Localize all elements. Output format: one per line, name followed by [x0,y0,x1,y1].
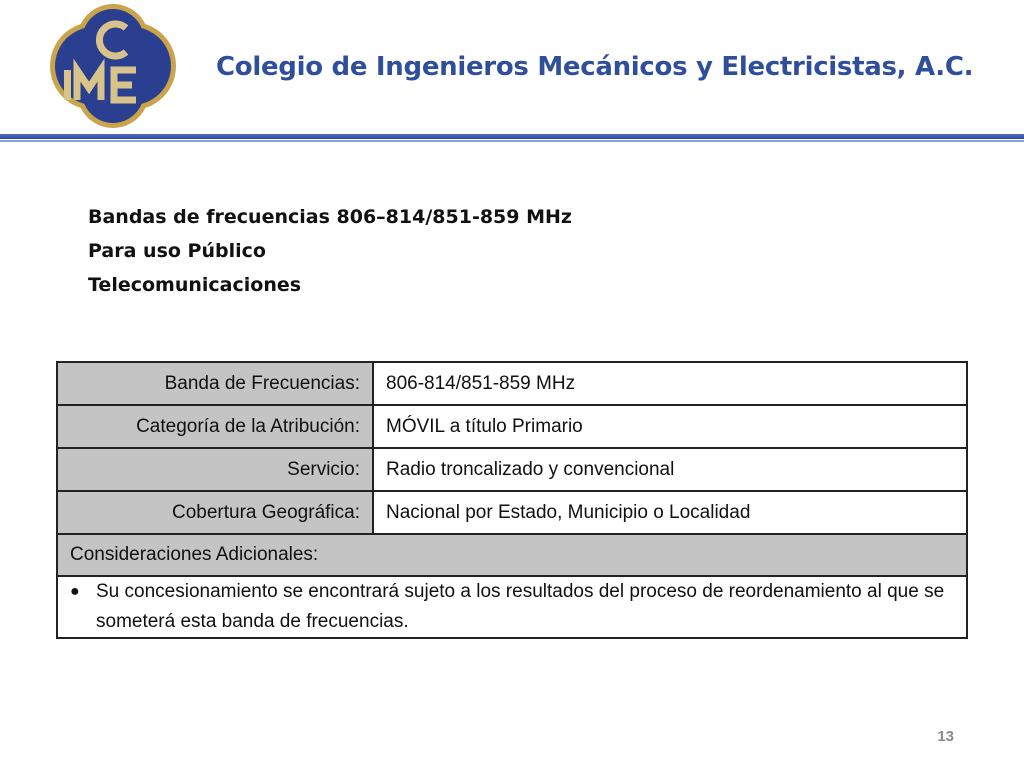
list-item [70,577,954,637]
intro-line-service: Telecomunicaciones [88,274,302,296]
considerations-row [57,576,967,638]
bullet-icon: ● [70,583,80,600]
table-row [57,362,967,405]
row-value: Nacional por Estado, Municipio o Localidad [373,491,967,534]
row-label: Categoría de la Atribución: [57,405,373,448]
table-row [57,491,967,534]
row-value: Radio troncalizado y convencional [373,448,967,491]
page-title: Colegio de Ingenieros Mecánicos y Electricistas, A.C. [216,52,974,82]
table-row [57,405,967,448]
page-number: 13 [937,728,954,745]
row-label: Cobertura Geográfica: [57,491,373,534]
row-label: Banda de Frecuencias: [57,362,373,405]
considerations-cell [57,576,967,638]
intro-text [88,200,572,302]
considerations-header: Consideraciones Adicionales: [57,534,967,576]
intro-line-use: Para uso Público [88,240,266,262]
consideration-text: Su concesionamiento se encontrará sujeto a los resultados del proceso de reordenamiento al que se someterá esta banda de frecuencias. [96,581,945,632]
cime-logo [44,4,182,128]
row-value: 806-814/851-859 MHz [373,362,967,405]
considerations-header-row [57,534,967,576]
header-divider-accent [0,140,1024,142]
intro-line-band: Bandas de frecuencias 806–814/851-859 MHz [88,206,572,228]
row-value: MÓVIL a título Primario [373,405,967,448]
table-row [57,448,967,491]
band-info-table [56,361,968,639]
row-label: Servicio: [57,448,373,491]
header-divider [0,134,1024,139]
